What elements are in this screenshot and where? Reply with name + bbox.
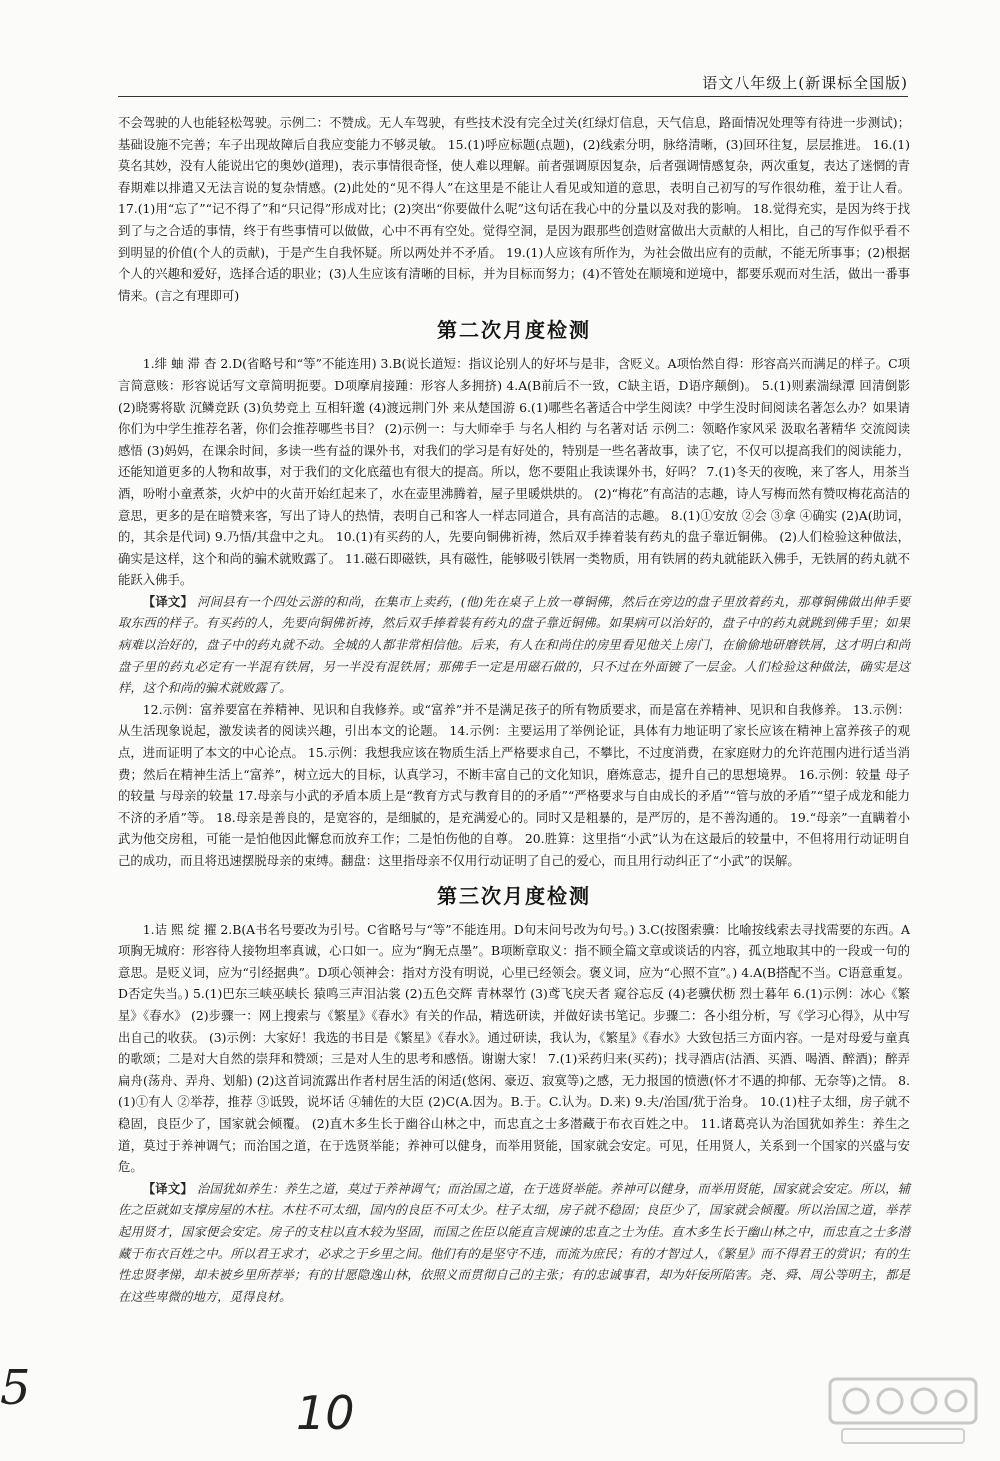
- watermark-logo-icon: [828, 1377, 978, 1447]
- section2-translation: [118, 591, 910, 699]
- intro-paragraph: 不会驾驶的人也能轻松驾驶。示例二：不赞成。无人车驾驶，有些技术没有完全过关(红绿灯信息，天气信息，路面情况处理等有待进一步测试)；基础设施不完善；车子出现故障后自我应变能力不够灵敏。 15.(1)呼应标题(点题)，(2)线索分明，脉络清晰，(3)回环往复，层层推进。 16.(1)莫名其妙，没有人能说出它的奥妙(道理)，表示事情很奇怪，使人难以理解。前者强调原因复杂，后者强调情感复杂，两次重复，表达了迷惘的青春期难以排遣又无法言说的复杂情感。(2)此处的“见不得人”在这里是不能让人看见或知道的意思，表明自己初写的写作很幼稚，羞于让人看。 17.(1)用“忘了”“记不得了”和“只记得”形成对比；(2)突出“你要做什么呢”这句话在我心中的分量以及对我的影响。 18.觉得充实，是因为终于找到了与之合适的事情，终于有些事情可以做做，心中不再有空处。觉得空洞，是因为跟那些创造财富做出大贡献的人相比，自己的写作似乎看不到明显的价值(个人的贡献)，于是产生自我怀疑。所以两处并不矛盾。 19.(1)人应该有所作为，为社会做出应有的贡献，不能无所事事；(2)根据个人的兴趣和爱好，选择合适的职业；(3)人生应该有清晰的目标，并为目标而努力；(4)不管处在顺境和逆境中，都要乐观而对生活，做出一番事情来。(言之有理即可): [118, 115, 910, 303]
- book-title-header: 语文八年级上(新课标全国版): [702, 74, 908, 92]
- translation-text: 河间县有一个四处云游的和尚，在集市上卖药，(他)先在桌子上放一尊铜佛，然后在旁边的盘子里放着药丸，那尊铜佛做出伸手要取东西的样子。有买药的人，先要向铜佛祈祷，然后双手捧着装有药丸的盘子靠近铜佛。如果病可以治好的，盘子中的药丸就跳到佛手里；如果病难以治好的，盘子中的药丸就不动。全城的人都非常相信他。后来，有人在和尚住的房里看见他关上房门，在偷偷地研磨铁屑，这才明白和尚盘子里的药丸必定有一半混有铁屑，另一半没有混铁屑；那佛手一定是用磁石做的，只不过在外面镀了一层金。人们检验这种做法，确实是这样，这个和尚的骗术就败露了。: [118, 593, 911, 696]
- section-title-second-monthly-test: 第二次月度检测: [437, 318, 591, 343]
- header-rule: [118, 96, 908, 97]
- section3-translation: [118, 1178, 910, 1308]
- section2-answers: 1.绯 蚰 滞 杳 2.D(省略号和“等”不能连用) 3.B(说长道短：指议论别人的好坏与是非，含贬义。A项怡然自得：形容高兴而满足的样子。C项言简意赅：形容说话写文章简明扼要。D项摩肩接踵：形容人多拥挤) 4.A(B前后不一致，C缺主语，D语序颠倒)。 5.(1)则素湍绿潭 回清倒影 (2)晓雾将歇 沉鳞竞跃 (3)负势竞上 互相轩邈 (4)渡远荆门外 来从楚国游 6.(1)哪些名著适合中学生阅读？中学生没时间阅读名著怎么办？如果请你们为中学生推荐名著，你们会推荐哪些书目？ (2)示例一：与大师牵手 与名人相约 与名著对话 示例二：领略作家风采 汲取名著精华 交流阅读感悟 (3)妈妈，在课余时间，多读一些有益的课外书，对我们的学习是有好处的，特别是一些名著故事，读了它，不仅可以提高我们的阅读能力，还能知道更多的人物和故事，对于我们的文化底蕴也有很大的提高。所以，您不要阻止我读课外书，好吗？ 7.(1)冬天的夜晚，来了客人，用茶当酒，吩咐小童煮茶，火炉中的火苗开始红起来了，水在壶里沸腾着，屋子里暖烘烘的。 (2)“梅花”有高洁的志趣，诗人写梅而然有赞叹梅花高洁的意思，更多的是在暗赞来客，写出了诗人的热情，表明自己和客人一样志同道合，具有高洁的志趣。 8.(1)①安放 ②会 ③拿 ④确实 (2)A(助词，的，其余是代词) 9.乃悟/其盘中之丸。 10.(1)有买药的人，先要向铜佛祈祷，然后双手捧着装有药丸的盘子靠近铜佛。 (2)人们检验这种做法，确实是这样，这个和尚的骗术就败露了。 11.磁石即磁铁，具有磁性，能够吸引铁屑一类物质，用有铁屑的药丸就能跃入佛手，无铁屑的药丸就不能跃入佛手。: [118, 356, 910, 588]
- translation-tag: 【译文】: [142, 1180, 193, 1196]
- section2-answers-continued: 12.示例：富养要富在养精神、见识和自我修养。或“富养”并不是满足孩子的所有物质要求，而是富在养精神、见识和自我修养。 13.示例：从生活现象说起，激发读者的阅读兴趣，引出本文的论题。 14.示例：主要运用了举例论证，具体有力地证明了家长应该在精神上富养孩子的观点，进而证明了本文的中心论点。 15.示例：我想我应该在物质生活上严格要求自己，不攀比，不过度消费，在家庭财力的允许范围内进行适当消费；然后在精神生活上“富养”，树立远大的目标，认真学习，不断丰富自己的文化知识，磨炼意志，提升自己的思想境界。 16.示例：较量 母子的较量 与母亲的较量 17.母亲与小武的矛盾本质上是“教育方式与教育目的的矛盾”“严格要求与自由成长的矛盾”“管与放的矛盾”“望子成龙和能力不济的矛盾”等。 18.母亲是善良的，是宽容的，是细腻的，是充满爱心的。同时又是粗暴的，是严厉的，是不善沟通的。 19.“母亲”一直瞒着小武为他交房租，可能一是怕他因此懈怠而放弃工作；二是怕伤他的自尊。 20.胜算：这里指“小武”认为在这最后的较量中，不但将用行动证明自己的成功，而且将迅速摆脱母亲的束缚。翻盘：这里指母亲不仅用行动证明了自己的爱心，而且用行动纠正了“小武”的误解。: [118, 701, 910, 868]
- page-number: 5: [0, 1360, 31, 1416]
- answer-key-body: [118, 112, 910, 1307]
- translation-tag: 【译文】: [142, 593, 194, 609]
- section-title-third-monthly-test: 第三次月度检测: [437, 883, 591, 908]
- section3-answers: 1.诘 熙 绽 擢 2.B(A书名号要改为引号。C省略号与“等”不能连用。D句末问号改为句号。) 3.C(按图索骥：比喻按线索去寻找需要的东西。A项胸无城府：形容待人接物坦率真诚，心口如一。应为“胸无点墨”。B项断章取义：指不顾全篇文章或谈话的内容，孤立地取其中的一段或一句的意思。是贬义词，应为“引经据典”。D项心领神会：指对方没有明说，心里已经领会。褒义词，应为“心照不宣”。) 4.A(B搭配不当。C语意重复。D否定失当。) 5.(1)巴东三峡巫峡长 猿鸣三声泪沾裳 (2)五色交辉 青林翠竹 (3)鸢飞戾天者 窥谷忘反 (4)老骥伏枥 烈士暮年 6.(1)示例：冰心《繁星》《春水》 (2)步骤一：网上搜索与《繁星》《春水》有关的作品，精选研读，并做好读书笔记。步骤二：各小组分析，写《学习心得》，从中写出自己的收获。 (3)示例：大家好！我选的书目是《繁星》《春水》。通过研读，我认为，《繁星》《春水》大致包括三方面内容。一是对母爱与童真的歌颂；二是对大自然的崇拜和赞颂；三是对人生的思考和感悟。谢谢大家！ 7.(1)采药归来(买药)；找寻酒店(沽酒、买酒、喝酒、醉酒)；醉弄扁舟(荡舟、弄舟、划船) (2)这首词流露出作者村居生活的闲适(悠闲、豪迈、寂寞等)之感，无力报国的愤懑(怀才不遇的抑郁、无奈等)之情。 8.(1)①有人 ②举荐，推荐 ③诋毁，说坏话 ④辅佐的大臣 (2)C(A.因为。B.于。C.认为。D.来) 9.夫/治国/犹于治身。 10.(1)柱子太细，房子就不稳固，良臣少了，国家就会倾覆。 (2)直木多生长于幽谷山林之中，而忠直之士多潜藏于布衣百姓之中。 11.诸葛亮认为治国犹如养生：养生之道，莫过于养神调气；而治国之道，在于选贤举能；养神可以健身，而举用贤能，国家就会安定。可见，任用贤人，关系到一个国家的兴盛与安危。: [118, 921, 910, 1175]
- handwritten-number: 10: [296, 1386, 355, 1440]
- translation-text: 治国犹如养生：养生之道，莫过于养神调气；而治国之道，在于选贤举能。养神可以健身，而举用贤能，国家就会安定。所以，辅佐之臣就如支撑房屋的木柱。木柱不可太细，国内的良臣不可太少。柱子太细，房子就不稳固；良臣少了，国家就会倾覆。所以治国之道，举荐起用贤才，国家便会安定。房子的支柱以直木较为坚固，而国之佐臣以能直言规谏的忠直之士为佳。直木多生长于幽山林之中，而忠直之士多潜藏于布衣百姓之中。所以君王求才，必求之于乡里之间。他们有的是坚守不违，而流为庶民；有的才智过人，《繁星》而不得君王的赏识；有的生性忠贤孝悌，却未被乡里所荐举；有的甘愿隐逸山林，依照义而贯彻自己的主张；有的忠诚事君，却为奸佞所陷害。尧、舜、周公等明主，都是在这些卑微的地方，觅得良材。: [118, 1180, 911, 1304]
